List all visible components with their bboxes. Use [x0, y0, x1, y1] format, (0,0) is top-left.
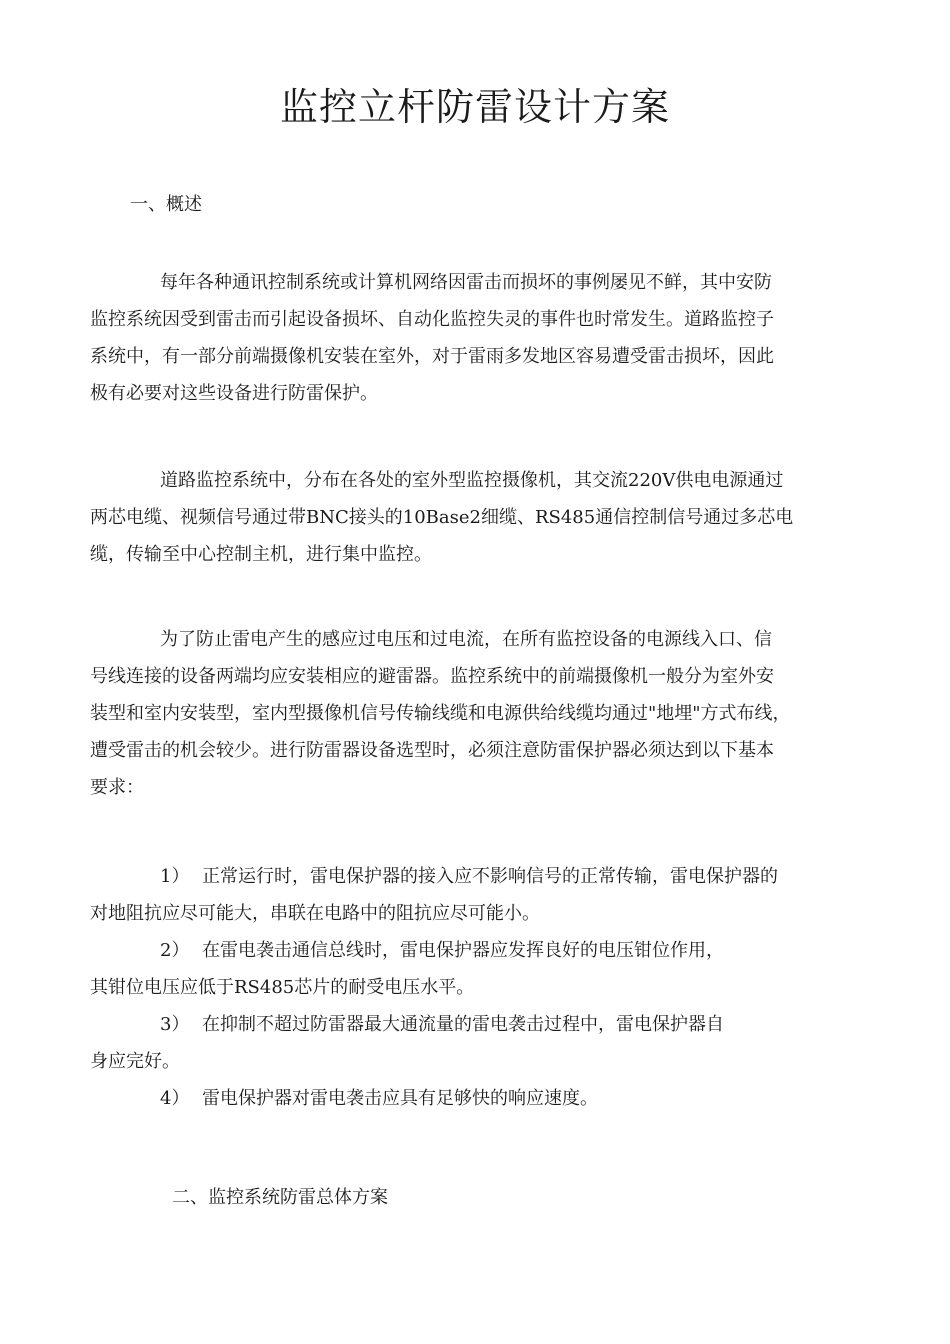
- requirement-item: [90, 858, 870, 932]
- paragraph-road-monitoring: [90, 462, 870, 573]
- document-title: 监控立杆防雷设计方案: [279, 85, 670, 129]
- paragraph-protection: [90, 621, 870, 806]
- paragraph-intro: [90, 264, 870, 412]
- requirement-number: 2）: [160, 940, 190, 961]
- requirement-item: [90, 1006, 870, 1080]
- paragraph-line: 号线连接的设备两端均应安装相应的避雷器。监控系统中的前端摄像机一般分为室外安: [90, 666, 774, 687]
- paragraph-line: 要求：: [90, 777, 144, 798]
- section-heading-overall-plan: 二、监控系统防雷总体方案: [172, 1187, 388, 1208]
- paragraph-line: 每年各种通讯控制系统或计算机网络因雷击而损坏的事例屡见不鲜，其中安防: [160, 272, 772, 293]
- requirements-list: [90, 858, 870, 1117]
- paragraph-line: 道路监控系统中，分布在各处的室外型监控摄像机，其交流220V供电电源通过: [160, 470, 784, 491]
- requirement-text: 在抑制不超过防雷器最大通流量的雷电袭击过程中，雷电保护器自: [202, 1014, 724, 1035]
- paragraph-line: 为了防止雷电产生的感应过电压和过电流，在所有监控设备的电源线入口、信: [160, 629, 772, 650]
- requirement-number: 4）: [160, 1088, 190, 1109]
- requirement-item: [90, 1080, 870, 1117]
- section-heading-overview: 一、概述: [130, 194, 202, 215]
- requirement-text: 在雷电袭击通信总线时，雷电保护器应发挥良好的电压钳位作用，: [202, 940, 724, 961]
- paragraph-line: 装型和室内安装型，室内型摄像机信号传输线缆和电源供给线缆均通过"地埋"方式布线，: [90, 703, 791, 724]
- paragraph-line: 两芯电缆、视频信号通过带BNC接头的10Base2细缆、RS485通信控制信号通过多芯电: [90, 507, 794, 528]
- requirement-number: 3）: [160, 1014, 190, 1035]
- paragraph-line: 缆，传输至中心控制主机，进行集中监控。: [90, 544, 432, 565]
- requirement-item: [90, 932, 870, 1006]
- paragraph-line: 系统中，有一部分前端摄像机安装在室外，对于雷雨多发地区容易遭受雷击损坏，因此: [90, 346, 774, 367]
- requirement-text: 身应完好。: [90, 1051, 180, 1072]
- requirement-text: 其钳位电压应低于RS485芯片的耐受电压水平。: [90, 977, 475, 998]
- paragraph-line: 遭受雷击的机会较少。进行防雷器设备选型时，必须注意防雷保护器必须达到以下基本: [90, 740, 774, 761]
- paragraph-line: 极有必要对这些设备进行防雷保护。: [90, 383, 378, 404]
- requirement-text: 正常运行时，雷电保护器的接入应不影响信号的正常传输，雷电保护器的: [202, 866, 778, 887]
- requirement-text: 雷电保护器对雷电袭击应具有足够快的响应速度。: [202, 1088, 598, 1109]
- requirement-text: 对地阻抗应尽可能大，串联在电路中的阻抗应尽可能小。: [90, 903, 540, 924]
- requirement-number: 1）: [160, 866, 190, 887]
- paragraph-line: 监控系统因受到雷击而引起设备损坏、自动化监控失灵的事件也时常发生。道路监控子: [90, 309, 774, 330]
